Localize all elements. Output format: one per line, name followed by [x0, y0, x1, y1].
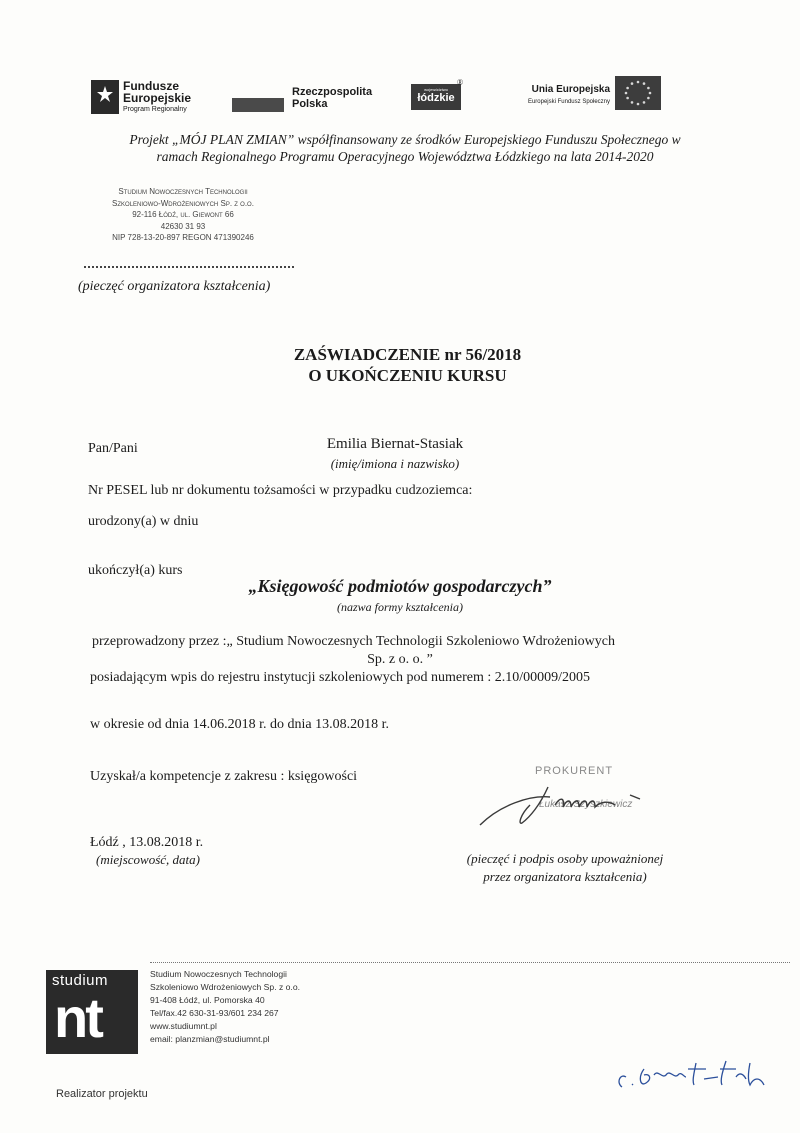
course-name: „Księgowość podmiotów gospodarczych”: [248, 576, 552, 596]
realizator-label: Realizator projektu: [56, 1088, 148, 1100]
conducted-line-2: Sp. z o. o. ”: [367, 652, 433, 667]
organizer-stamp: Studium Nowoczesnych Technologii Szkoleniowo-Wdrożeniowych Sp. z o.o. 92-116 Łódź, ul. Giewont 66 42630 31 93 NIP 728-13-20-897 REGON 471390246: [112, 187, 254, 242]
ue-logo-text: Unia Europejska Europejski Fundusz Społeczny: [527, 84, 610, 105]
rp-flag-icon: [232, 98, 284, 112]
footer-address: Studium Nowoczesnych Technologii Szkoleniowo Wdrożeniowych Sp. z o.o. 91-408 Łódź, ul. Pomorska 40 Tel/fax.42 630-31-93/601 234 267 www.studiumnt.pl email: planzmian@studiumnt.pl: [150, 969, 300, 1044]
footer-logo: [46, 970, 138, 1054]
pesel-label: Nr PESEL lub nr dokumentu tożsamości w przypadku cudzoziemca:: [88, 483, 473, 498]
project-info: [60, 131, 750, 165]
footer-divider: [150, 962, 790, 963]
person-label: Pan/Pani: [88, 441, 138, 456]
period: w okresie od dnia 14.06.2018 r. do dnia 13.08.2018 r.: [90, 717, 390, 732]
rp-logo-text: Rzeczpospolita Polska: [292, 86, 373, 110]
dotted-line: [84, 266, 294, 268]
place-date-caption: (miejscowość, data): [96, 852, 200, 867]
proxy-title: PROKURENT: [535, 765, 614, 777]
person-caption: (imię/imiona i nazwisko): [330, 456, 460, 471]
conducted-line-1: przeprowadzony przez :„ Studium Nowoczesnych Technologii Szkoleniowo Wdrożeniowych: [92, 634, 615, 649]
organizer-caption: (pieczęć organizatora kształcenia): [78, 279, 271, 294]
person-name: Emilia Biernat-Stasiak: [326, 436, 464, 452]
title-line-1: ZAŚWIADCZENIE nr 56/2018: [293, 345, 522, 364]
logo-bar: [85, 70, 705, 120]
course-caption: (nazwa formy kształcenia): [337, 600, 463, 614]
blue-signature: [612, 1055, 792, 1095]
project-line-2: ramach Regionalnego Programu Operacyjnego Województwa Łódzkiego na lata 2014-2020: [156, 149, 654, 164]
title-line-2: O UKOŃCZENIU KURSU: [308, 366, 507, 385]
conducted-line-3: posiadającym wpis do rejestru instytucji szkoleniowych pod numerem : 2.10/00009/2005: [90, 670, 591, 685]
project-line-1: Projekt „MÓJ PLAN ZMIAN” współfinansowany ze środków Europejskiego Funduszu Społecznego w: [129, 132, 681, 147]
fe-logo-icon: [91, 80, 119, 114]
proxy-name: Łukasz Szyszkiewicz: [539, 799, 633, 810]
fe-logo-text: Fundusze Europejskie Program Regionalny: [123, 79, 192, 113]
signature-caption: (pieczęć i podpis osoby upoważnionej przez organizatora kształcenia): [466, 851, 664, 884]
born-label: urodzony(a) w dniu: [88, 514, 199, 529]
eu-flag-icon: [615, 76, 661, 110]
registered-icon: ®: [457, 78, 464, 87]
footer-logo-word: studium: [52, 972, 109, 989]
certificate-title: [0, 344, 800, 386]
lodzkie-logo: województwo łódzkie: [411, 84, 461, 110]
footer-logo-big: nt: [54, 986, 101, 1049]
signature: [470, 775, 680, 835]
place-date: Łódź , 13.08.2018 r.: [90, 835, 204, 850]
competence: Uzyskał/a kompetencje z zakresu : księgowości: [90, 769, 358, 784]
completed-label: ukończył(a) kurs: [88, 563, 183, 578]
